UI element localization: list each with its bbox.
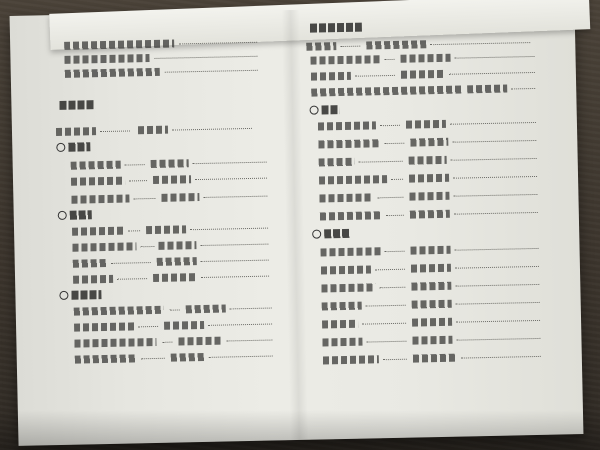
toc-entry xyxy=(322,333,552,348)
section-marker xyxy=(59,291,68,300)
toc-entry xyxy=(74,302,284,316)
toc-entry xyxy=(322,297,552,312)
toc-entry xyxy=(323,351,553,366)
page-gutter xyxy=(281,10,308,440)
left-section-heading xyxy=(59,100,95,110)
toc-entry xyxy=(311,83,551,98)
table-shadow xyxy=(0,410,600,450)
subsection-heading xyxy=(71,290,101,300)
toc-entry xyxy=(310,51,550,66)
subsection-heading xyxy=(68,142,90,151)
toc-entry xyxy=(319,171,549,186)
toc-entry xyxy=(73,255,273,269)
toc-entry xyxy=(72,223,272,237)
open-book-page xyxy=(10,4,584,446)
toc-entry xyxy=(320,243,550,258)
subsection-heading xyxy=(324,229,350,239)
section-marker xyxy=(310,106,319,115)
toc-entry xyxy=(64,51,264,65)
toc-entry xyxy=(321,261,551,276)
toc-entry xyxy=(71,173,271,187)
toc-entry xyxy=(75,350,285,364)
toc-entry xyxy=(74,318,284,332)
toc-entry xyxy=(306,37,546,52)
subsection-heading xyxy=(70,210,92,219)
toc-entry xyxy=(311,67,551,82)
section-marker xyxy=(58,211,67,220)
toc-entry xyxy=(318,117,548,132)
toc-entry xyxy=(318,135,548,150)
toc-entry xyxy=(73,271,273,285)
section-marker xyxy=(312,229,321,238)
toc-entry xyxy=(319,153,549,168)
toc-entry xyxy=(72,239,272,253)
toc-entry xyxy=(56,123,266,137)
toc-entry xyxy=(320,207,550,222)
toc-entry xyxy=(65,65,265,79)
toc-entry xyxy=(322,315,552,330)
toc-entry xyxy=(74,334,284,348)
toc-entry xyxy=(71,157,271,171)
section-marker xyxy=(56,143,65,152)
toc-entry xyxy=(321,279,551,294)
toc-entry xyxy=(319,189,549,204)
toc-entry xyxy=(71,191,271,205)
right-section-heading xyxy=(310,23,362,33)
subsection-heading xyxy=(322,105,340,114)
